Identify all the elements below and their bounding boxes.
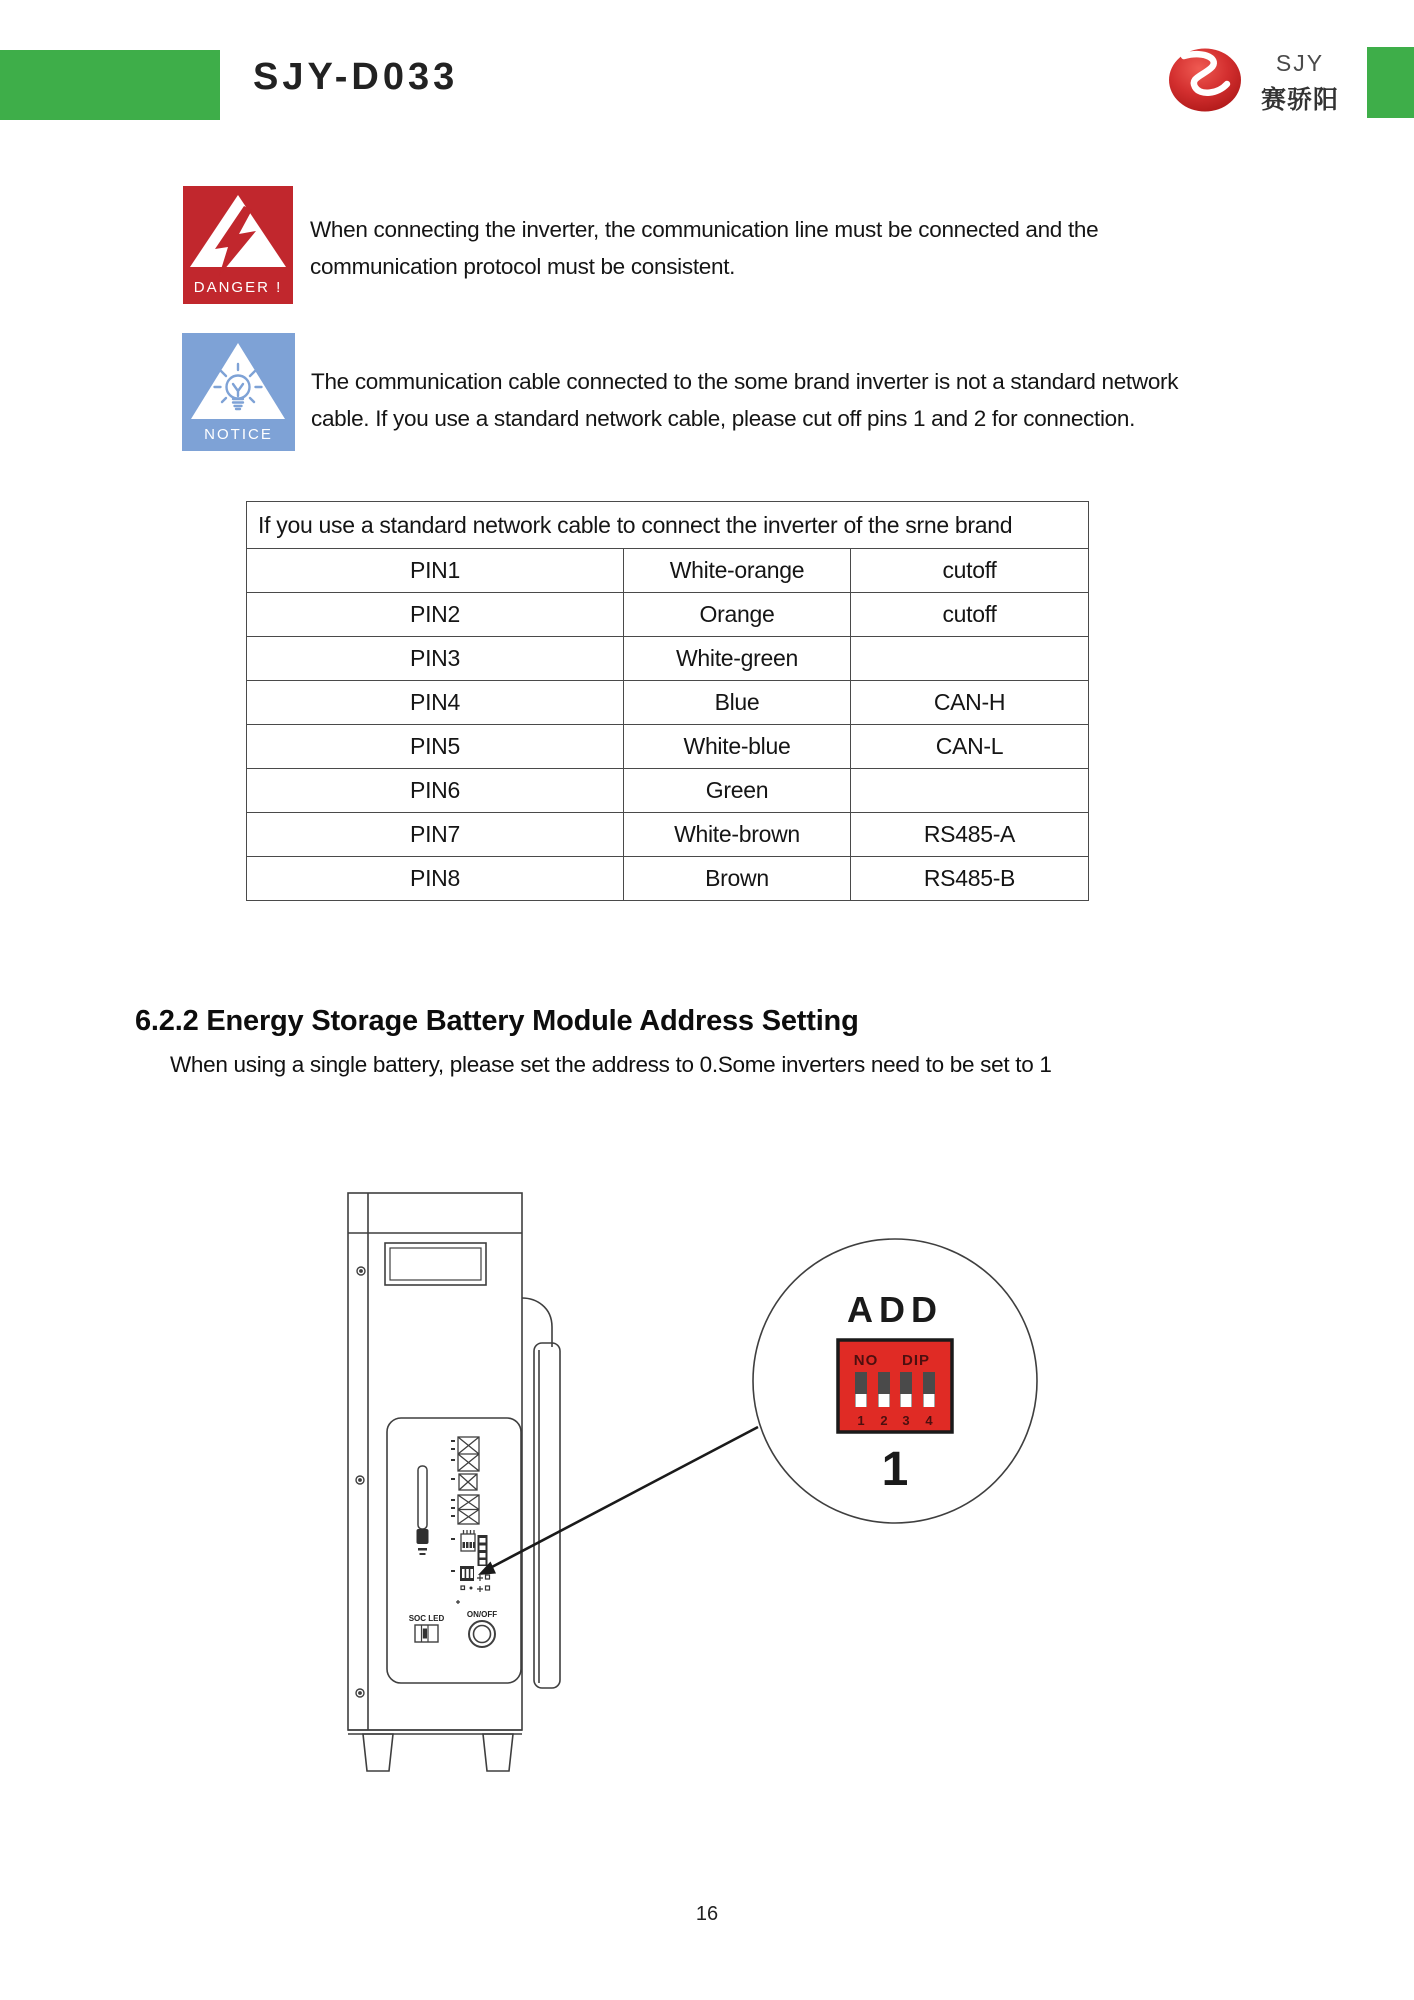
screw-icons	[356, 1267, 365, 1697]
device-foot	[363, 1734, 393, 1771]
table-cell: PIN8	[247, 857, 624, 901]
header-green-bar-right	[1367, 47, 1414, 118]
table-row	[247, 637, 1089, 681]
notice-icon	[182, 333, 295, 451]
wifi-antenna	[417, 1466, 429, 1555]
dip-number: 1	[857, 1413, 865, 1428]
callout-title: ADD	[847, 1289, 943, 1330]
wall-bracket	[534, 1343, 560, 1688]
brand-name-en: SJY	[1275, 50, 1325, 76]
dip-number: 4	[925, 1413, 933, 1428]
address-dip-switch-on-device	[451, 1566, 474, 1581]
table-cell: PIN4	[247, 681, 624, 725]
table-header-row	[247, 502, 1089, 549]
table-cell: Orange	[624, 593, 851, 637]
danger-text-line2: communication protocol must be consistent.	[310, 254, 736, 279]
connection-panel	[387, 1418, 521, 1683]
section-heading: 6.2.2 Energy Storage Battery Module Address Setting	[135, 1005, 859, 1037]
notice-text-line2: cable. If you use a standard network cable, please cut off pins 1 and 2 for connection.	[311, 406, 1136, 431]
terminal-block-connector	[478, 1535, 488, 1566]
table-row	[247, 593, 1089, 637]
table-row	[247, 549, 1089, 593]
address-value: 1	[881, 1443, 909, 1496]
device-outline	[348, 1193, 560, 1771]
table-cell: White-orange	[624, 549, 851, 593]
table-row	[247, 725, 1089, 769]
table-cell: cutoff	[851, 593, 1089, 637]
dip-no-label: NO	[853, 1352, 879, 1369]
callout-arrow	[478, 1427, 758, 1575]
section-body: When using a single battery, please set the address to 0.Some inverters need to be set to 1	[170, 1052, 1052, 1077]
table-cell	[851, 769, 1089, 813]
table-cell: PIN2	[247, 593, 624, 637]
table-cell: PIN1	[247, 549, 624, 593]
notice-text-line1: The communication cable connected to the some brand inverter is not a standard network	[311, 369, 1179, 394]
page-number: 16	[695, 1903, 719, 1925]
brand-logo-icon	[1168, 48, 1242, 112]
pin-assignment-table	[246, 501, 1089, 901]
brand-logo-text	[1250, 50, 1350, 116]
dip-number: 3	[902, 1413, 910, 1428]
table-cell: PIN5	[247, 725, 624, 769]
table-cell: PIN6	[247, 769, 624, 813]
dip-switch-detail	[838, 1340, 952, 1432]
danger-text-line1: When connecting the inverter, the communication line must be connected and the	[310, 217, 1099, 242]
table-title: If you use a standard network cable to connect the inverter of the srne brand	[247, 502, 1089, 549]
brand-name-cn: 赛骄阳	[1260, 86, 1339, 114]
on-off-button	[467, 1610, 497, 1647]
danger-text	[310, 211, 1230, 285]
table-row	[247, 813, 1089, 857]
danger-label: DANGER !	[193, 279, 283, 296]
table-cell: White-brown	[624, 813, 851, 857]
page-title: SJY-D033	[253, 56, 459, 98]
table-cell: CAN-H	[851, 681, 1089, 725]
rj45-port-block-top	[451, 1437, 479, 1471]
table-cell: RS485-B	[851, 857, 1089, 901]
soc-led-indicator	[409, 1614, 445, 1642]
dip-number: 2	[880, 1413, 888, 1428]
table-row	[247, 857, 1089, 901]
table-cell: PIN3	[247, 637, 624, 681]
device-foot	[483, 1734, 513, 1771]
pin-header-connector	[451, 1530, 475, 1551]
table-cell: Blue	[624, 681, 851, 725]
table-cell: cutoff	[851, 549, 1089, 593]
danger-icon	[183, 186, 293, 304]
notice-text	[311, 363, 1271, 437]
rj45-port-block-bottom	[451, 1495, 479, 1524]
table-cell: White-blue	[624, 725, 851, 769]
table-row	[247, 681, 1089, 725]
notice-label: NOTICE	[204, 426, 273, 443]
table-cell: RS485-A	[851, 813, 1089, 857]
table-cell: Green	[624, 769, 851, 813]
soc-led-label: SOC LED	[408, 1614, 445, 1623]
table-cell: Brown	[624, 857, 851, 901]
table-row	[247, 769, 1089, 813]
header-green-bar-left	[0, 50, 220, 120]
rj45-port-single	[451, 1474, 477, 1490]
table-cell: CAN-L	[851, 725, 1089, 769]
table-cell: White-green	[624, 637, 851, 681]
battery-device-diagram	[330, 1185, 1060, 1790]
table-cell: PIN7	[247, 813, 624, 857]
table-cell	[851, 637, 1089, 681]
dip-dip-label: DIP	[901, 1352, 931, 1369]
on-off-label: ON/OFF	[466, 1610, 498, 1619]
display-window	[385, 1243, 486, 1285]
